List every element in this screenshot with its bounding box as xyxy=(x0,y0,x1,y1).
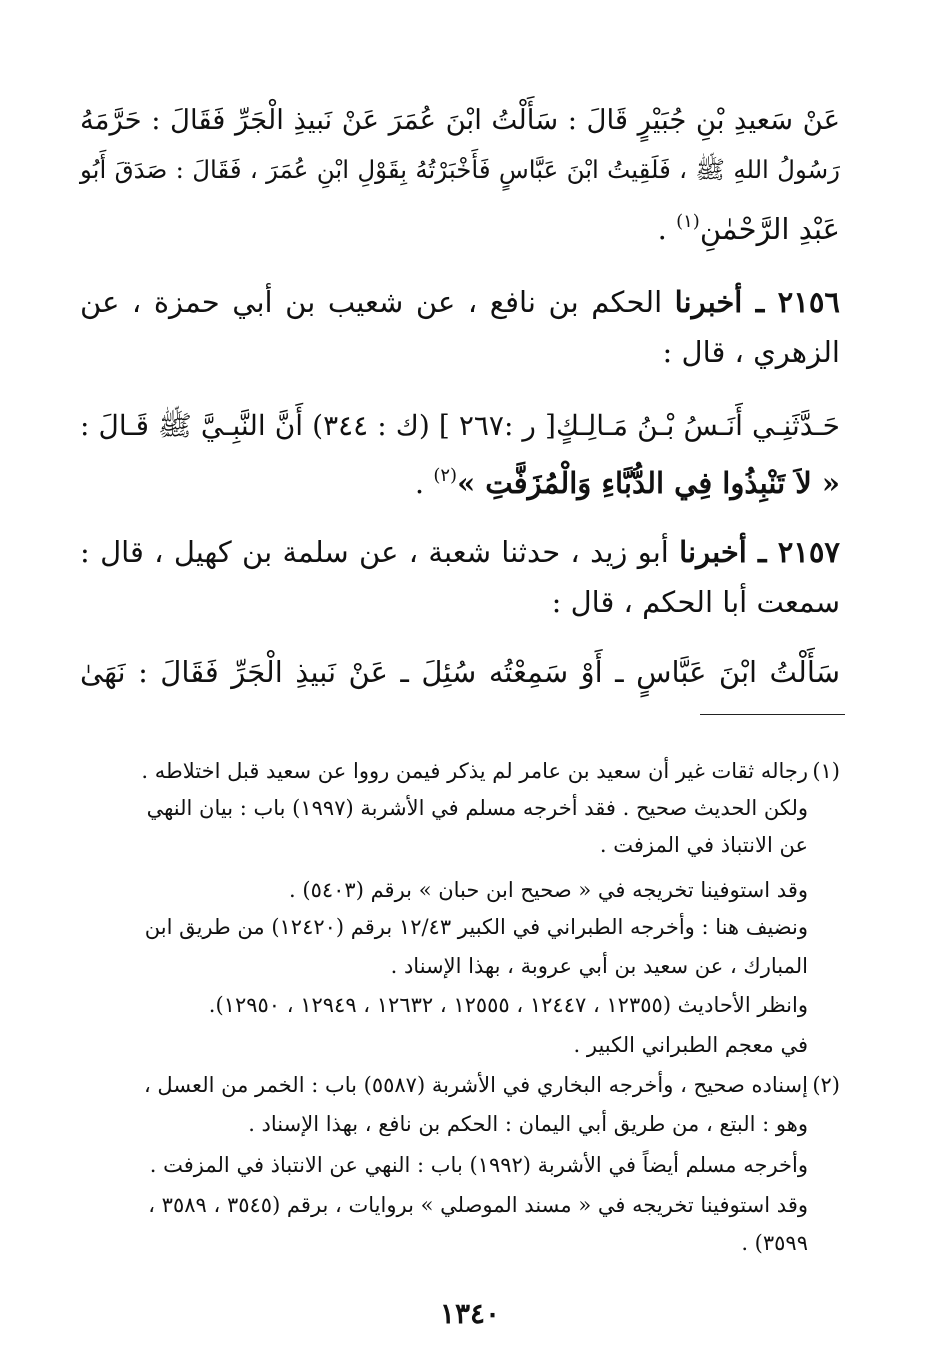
hadith-2156-isnad-line-1 xyxy=(80,282,840,322)
footnote-2-line-3: وأخرجه مسلم أيضاً في الأشربة (١٩٩٢) باب : النهي عن الانتباذ في المزفت . xyxy=(149,1153,808,1177)
footnote-1-line-6: المبارك ، عن سعيد بن أبي عروبة ، بهذا الإسناد . xyxy=(390,954,808,978)
footnote-2-line-4: وقد استوفينا تخريجه في « مسند الموصلي » بروايات ، برقم (٣٥٤٥ ، ٣٥٨٩ ، xyxy=(148,1193,808,1217)
footnote-1-line-1: رجاله ثقات غير أن سعيد بن عامر لم يذكر فيمن رووا عن سعيد قبل اختلاطه . xyxy=(141,759,808,783)
hadith-2156-end-mark: . xyxy=(414,466,434,500)
hadith-2156-prophet-saying: « لاَ تَنْبِذُوا فِي الدُّبَّاءِ وَالْمُزَفَّتِ » xyxy=(457,466,840,500)
footnote-2-line-5: ٣٥٩٩) . xyxy=(741,1231,808,1255)
hadith-2156-matn-line-1: حَـدَّثَنِـي أَنَـسُ بْـنُ مَـالِـكٍ[ ر :٢٦٧ ] (ك : ٣٤٤) أَنَّ النَّبِـيَّ ﷺ قَـالَ : xyxy=(80,409,840,442)
hadith-2156-isnad-line-2: الزهري ، قال : xyxy=(662,335,840,369)
hadith-2155-line-3 xyxy=(80,202,840,249)
page-number: ١٣٤٠ xyxy=(439,1297,501,1330)
footnote-1-line-5: ونضيف هنا : وأخرجه الطبراني في الكبير ١٢/٤٣ برقم (١٢٤٢٠) من طريق ابن xyxy=(144,915,808,939)
footnote-separator xyxy=(700,714,845,715)
footnote-2-number: (٢) xyxy=(812,1073,840,1097)
hadith-2157-isnad-line-2: سمعت أبا الحكم ، قال : xyxy=(551,585,840,619)
footnote-ref-2: (٢) xyxy=(433,465,458,486)
hadith-2155-text: عَبْدِ الرَّحْمٰنِ xyxy=(699,212,840,246)
hadith-2156-isnad-rest: الحكم بن نافع ، عن شعيب بن أبي حمزة ، عن xyxy=(80,285,675,319)
footnote-2-line-1: إسناده صحيح ، وأخرجه البخاري في الأشربة (٥٥٨٧) باب : الخمر من العسل ، xyxy=(143,1073,808,1097)
hadith-2157-isnad-rest: أبو زيد ، حدثنا شعبة ، عن سلمة بن كهيل ، قال : xyxy=(80,535,680,569)
hadith-2155-line-1: عَنْ سَعيدِ بْنِ جُبَيْرٍ قَالَ : سَأَلْتُ ابْنَ عُمَرَ عَنْ نَبيذِ الْجَرِّ فَقَالَ : حَرَّمَهُ xyxy=(80,104,840,136)
hadith-2157-matn-line-1: سَأَلْتُ ابْنَ عَبَّاسٍ ـ أَوْ سَمِعْتُه سُئِلَ ـ عَنْ نَبيذِ الْجَرِّ فَقَالَ : نَهَىٰ xyxy=(80,655,840,689)
footnote-1-line-4: وقد استوفينا تخريجه في « صحيح ابن حبان » برقم (٥٤٠٣) . xyxy=(289,878,808,902)
footnote-ref-1: (١) xyxy=(676,211,700,232)
footnote-1-number: (١) xyxy=(812,759,840,783)
hadith-2157-number: ٢١٥٧ ـ أخبرنا xyxy=(679,535,840,569)
hadith-2156-matn-line-2 xyxy=(80,456,840,503)
footnote-1-line-2: ولكن الحديث صحيح . فقد أخرجه مسلم في الأشربة (١٩٩٧) باب : بيان النهي xyxy=(146,796,808,820)
footnote-1-line-7: وانظر الأحاديث (١٢٣٥٥ ، ١٢٤٤٧ ، ١٢٥٥٥ ، ١٢٦٣٢ ، ١٢٩٤٩ ، ١٢٩٥٠). xyxy=(208,993,808,1017)
hadith-2157-isnad-line-1 xyxy=(80,532,840,572)
footnote-2-line-2: وهو : البتع ، من طريق أبي اليمان : الحكم بن نافع ، بهذا الإسناد . xyxy=(248,1112,808,1136)
footnote-1-line-3: عن الانتباذ في المزفت . xyxy=(599,833,808,857)
footnote-1-line-8: في معجم الطبراني الكبير . xyxy=(573,1033,808,1057)
hadith-2155-line-2: رَسُولُ اللهِ ﷺ ، فَلَقِيتُ ابْنَ عَبَّاسٍ فَأَخْبَرْتُهُ بِقَوْلِ ابْنِ عُمَرَ ، فَقَالَ : صَدَقَ أَبُو xyxy=(80,155,840,184)
hadith-2155-end-mark: . xyxy=(657,212,677,246)
hadith-2156-number: ٢١٥٦ ـ أخبرنا xyxy=(674,285,840,319)
